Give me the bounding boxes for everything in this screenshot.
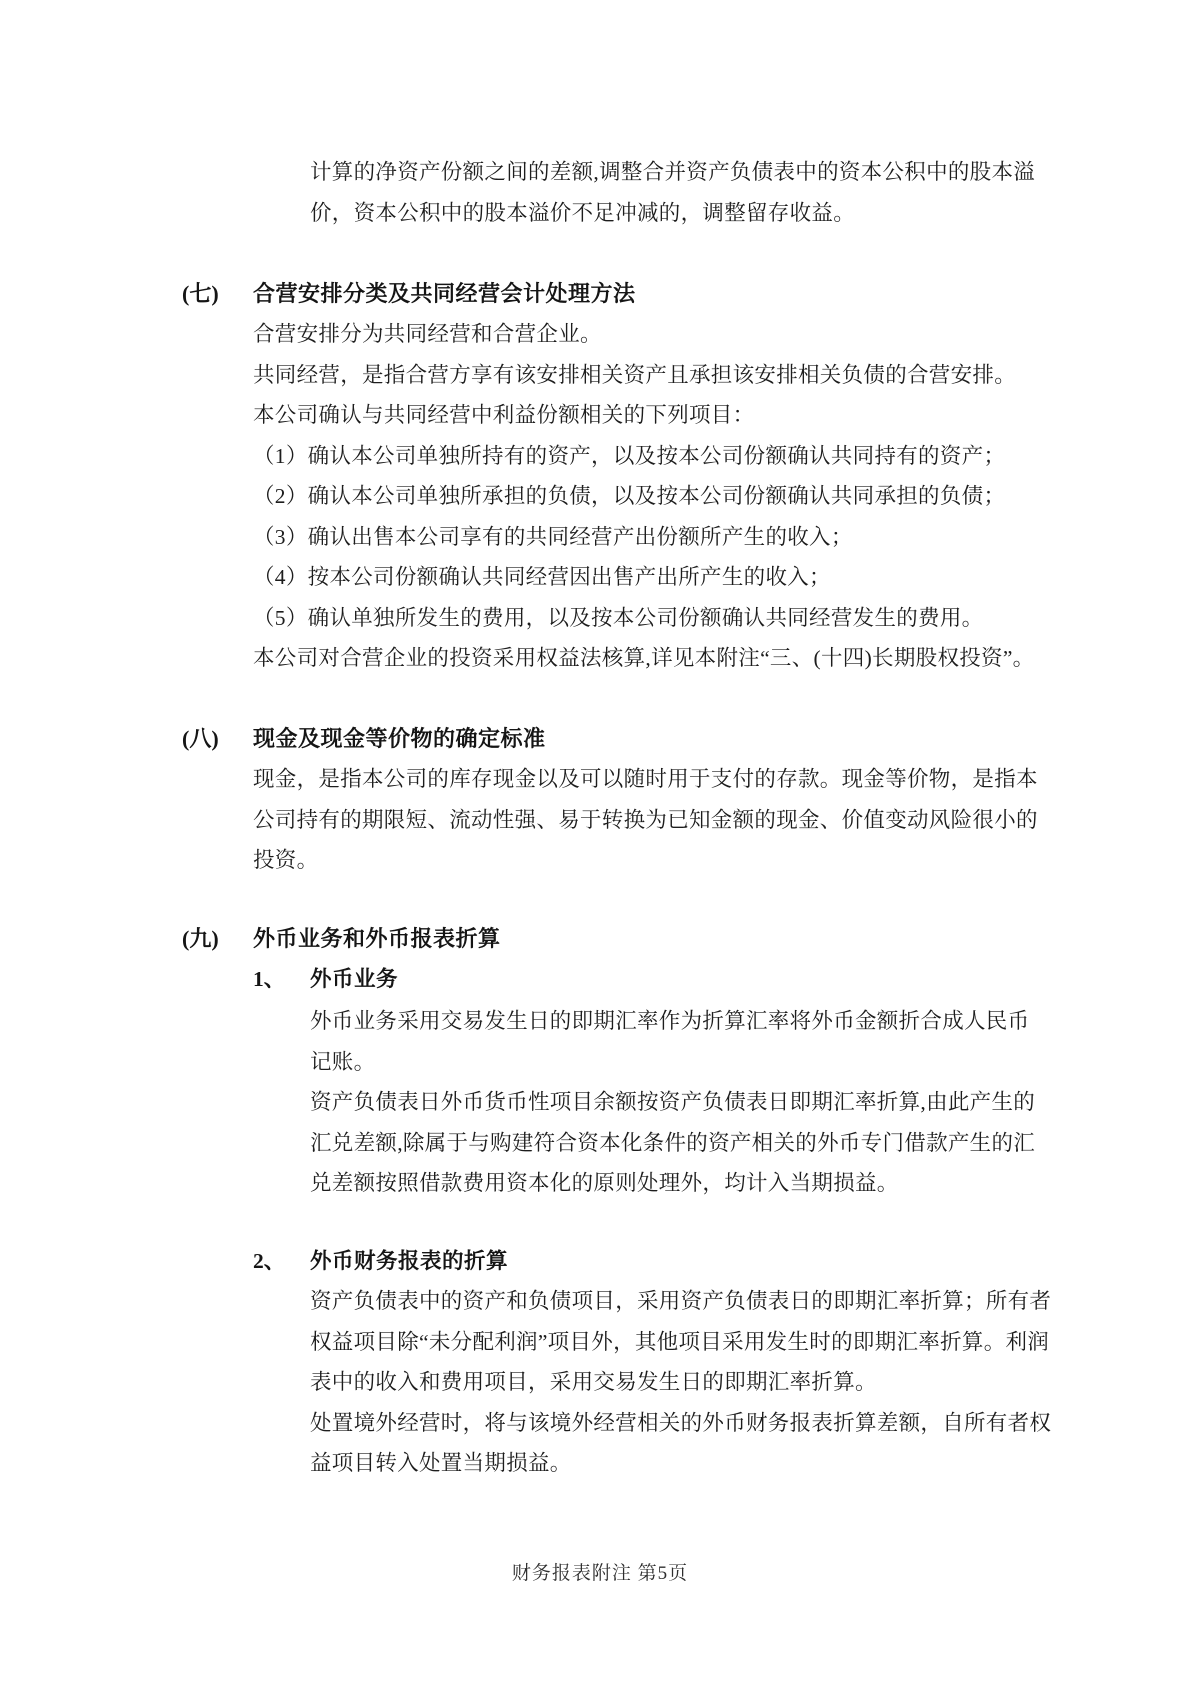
paragraph-line: 价，资本公积中的股本溢价不足冲减的，调整留存收益。 <box>310 200 856 225</box>
list-item: （5）确认单独所发生的费用，以及按本公司份额确认共同经营发生的费用。 <box>253 605 984 630</box>
continuation-paragraph <box>310 152 1035 233</box>
section-9-heading <box>0 919 1200 959</box>
paragraph-line: 资产负债表日外币货币性项目余额按资产负债表日即期汇率折算,由此产生的 <box>310 1090 1036 1114</box>
subsection-label: 1、 <box>253 967 286 991</box>
section-8-heading <box>0 719 1200 759</box>
subsection-title: 外币财务报表的折算 <box>310 1249 509 1273</box>
paragraph-line: 外币业务采用交易发生日的即期汇率作为折算汇率将外币金额折合成人民币 <box>310 1009 1030 1033</box>
section-label: (八) <box>182 726 219 751</box>
subsection-1-body <box>310 1001 1035 1204</box>
section-8-body <box>253 759 1038 881</box>
subsection-2-body <box>310 1281 1051 1484</box>
subsection-label: 2、 <box>253 1249 286 1273</box>
section-title: 合营安排分类及共同经营会计处理方法 <box>253 281 636 306</box>
section-title: 外币业务和外币报表折算 <box>253 926 501 951</box>
subsection-1-heading <box>0 959 1200 999</box>
paragraph-line: 资产负债表中的资产和负债项目，采用资产负债表日的即期汇率折算；所有者 <box>310 1289 1052 1313</box>
section-7-heading <box>0 274 1200 314</box>
paragraph-line: 处置境外经营时，将与该境外经营相关的外币财务报表折算差额，自所有者权 <box>310 1410 1052 1435</box>
section-7-body <box>253 314 1034 679</box>
paragraph-line: 本公司对合营企业的投资采用权益法核算,详见本附注“三、(十四)长期股权投资”。 <box>253 646 1035 670</box>
list-item: （2）确认本公司单独所承担的负债，以及按本公司份额确认共同承担的负债； <box>253 484 1006 508</box>
paragraph-line: 现金，是指本公司的库存现金以及可以随时用于支付的存款。现金等价物，是指本 <box>253 767 1038 791</box>
list-item: （4）按本公司份额确认共同经营因出售产出所产生的收入； <box>253 565 831 589</box>
list-item: （1）确认本公司单独所持有的资产，以及按本公司份额确认共同持有的资产； <box>253 443 1006 468</box>
subsection-title: 外币业务 <box>310 967 399 991</box>
subsection-2-heading <box>0 1241 1200 1281</box>
paragraph-line: 合营安排分为共同经营和合营企业。 <box>253 322 602 346</box>
page-footer: 财务报表附注 第5页 <box>511 1563 689 1584</box>
paragraph-line: 计算的净资产份额之间的差额,调整合并资产负债表中的资本公积中的股本溢 <box>310 160 1036 184</box>
paragraph-line: 公司持有的期限短、流动性强、易于转换为已知金额的现金、价值变动风险很小的 <box>253 807 1038 832</box>
paragraph-line: 汇兑差额,除属于与购建符合资本化条件的资产相关的外币专门借款产生的汇 <box>310 1130 1036 1155</box>
list-item: （3）确认出售本公司享有的共同经营产出份额所产生的收入； <box>253 524 853 549</box>
section-label: (九) <box>182 926 219 951</box>
paragraph-line: 益项目转入处置当期损益。 <box>310 1451 572 1475</box>
paragraph-line: 投资。 <box>253 848 319 872</box>
paragraph-line: 权益项目除“未分配利润”项目外，其他项目采用发生时的即期汇率折算。利润 <box>310 1329 1050 1354</box>
paragraph-line: 记账。 <box>310 1049 376 1074</box>
paragraph-line: 共同经营，是指合营方享有该安排相关资产且承担该安排相关负债的合营安排。 <box>253 362 1017 387</box>
section-label: (七) <box>182 281 219 306</box>
paragraph-line: 本公司确认与共同经营中利益份额相关的下列项目： <box>253 403 755 427</box>
paragraph-line: 兑差额按照借款费用资本化的原则处理外，均计入当期损益。 <box>310 1171 899 1195</box>
paragraph-line: 表中的收入和费用项目，采用交易发生日的即期汇率折算。 <box>310 1370 877 1394</box>
section-title: 现金及现金等价物的确定标准 <box>253 726 546 751</box>
